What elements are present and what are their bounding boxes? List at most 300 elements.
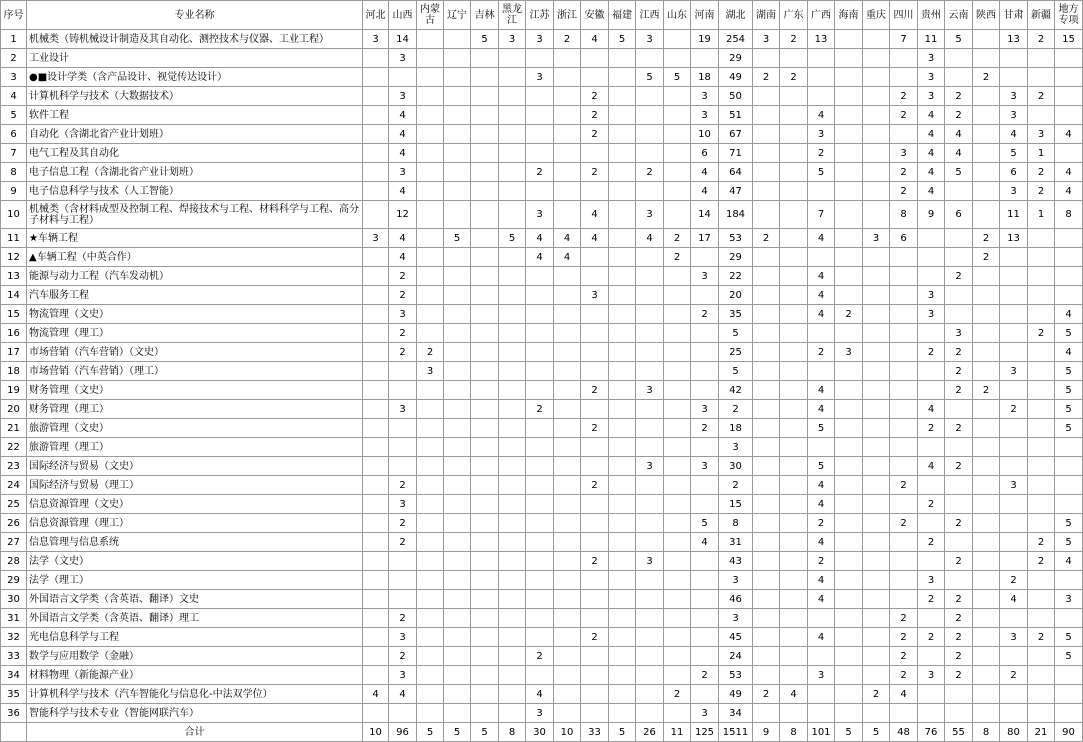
quota-cell: 24	[719, 647, 753, 666]
quota-cell: 3	[499, 30, 526, 49]
quota-cell: 3	[526, 201, 554, 229]
quota-cell	[780, 49, 808, 68]
quota-cell: 2	[945, 343, 973, 362]
quota-cell	[863, 457, 890, 476]
quota-cell: 4	[1055, 552, 1083, 571]
quota-cell	[444, 533, 471, 552]
quota-cell: 3	[389, 495, 417, 514]
quota-cell: 6	[890, 229, 918, 248]
quota-cell	[499, 628, 526, 647]
quota-cell	[835, 609, 863, 628]
quota-cell	[499, 457, 526, 476]
quota-cell: 30	[719, 457, 753, 476]
quota-cell	[417, 457, 444, 476]
quota-cell: 51	[719, 106, 753, 125]
quota-cell	[417, 68, 444, 87]
quota-cell	[835, 87, 863, 106]
quota-cell	[499, 201, 526, 229]
quota-cell	[444, 68, 471, 87]
quota-cell	[835, 438, 863, 457]
quota-cell	[1055, 106, 1083, 125]
quota-cell: 47	[719, 182, 753, 201]
quota-cell	[554, 362, 581, 381]
row-index: 10	[1, 201, 27, 229]
quota-cell: 2	[581, 419, 609, 438]
major-name: 外国语言文学类（含英语、翻译）理工	[27, 609, 363, 628]
quota-cell	[554, 609, 581, 628]
header-province: 湖北	[719, 1, 753, 30]
quota-cell	[609, 343, 636, 362]
quota-cell	[863, 163, 890, 182]
quota-cell	[609, 514, 636, 533]
quota-cell	[363, 267, 389, 286]
quota-cell: 3	[863, 229, 890, 248]
quota-cell	[636, 704, 664, 723]
quota-cell: 14	[691, 201, 719, 229]
row-index: 14	[1, 286, 27, 305]
quota-cell	[471, 609, 499, 628]
major-name: 国际经济与贸易（理工）	[27, 476, 363, 495]
quota-cell	[890, 324, 918, 343]
header-province: 江西	[636, 1, 664, 30]
quota-cell	[973, 49, 1000, 68]
quota-cell	[863, 49, 890, 68]
quota-cell	[863, 647, 890, 666]
quota-cell	[471, 229, 499, 248]
quota-cell	[753, 324, 780, 343]
quota-cell	[581, 647, 609, 666]
quota-cell: 4	[918, 182, 945, 201]
quota-cell	[863, 106, 890, 125]
table-row	[1, 647, 1083, 666]
quota-cell	[636, 571, 664, 590]
header-province: 山东	[664, 1, 691, 30]
quota-cell	[863, 514, 890, 533]
quota-cell	[664, 400, 691, 419]
quota-cell	[471, 514, 499, 533]
quota-cell	[636, 495, 664, 514]
quota-cell: 3	[1000, 628, 1028, 647]
major-name: 财务管理（理工）	[27, 400, 363, 419]
quota-cell: 3	[389, 87, 417, 106]
quota-cell	[1028, 381, 1055, 400]
major-name: 国际经济与贸易（文史）	[27, 457, 363, 476]
quota-cell: 4	[1000, 590, 1028, 609]
quota-cell	[363, 68, 389, 87]
quota-cell	[691, 647, 719, 666]
quota-cell	[363, 571, 389, 590]
quota-cell	[1055, 267, 1083, 286]
table-row	[1, 201, 1083, 229]
quota-cell	[780, 343, 808, 362]
row-index: 6	[1, 125, 27, 144]
quota-cell: 20	[719, 286, 753, 305]
row-index: 16	[1, 324, 27, 343]
quota-cell: 2	[417, 343, 444, 362]
quota-cell: 3	[636, 457, 664, 476]
row-index: 19	[1, 381, 27, 400]
quota-cell: 2	[890, 514, 918, 533]
quota-cell: 3	[526, 68, 554, 87]
quota-cell: 2	[1028, 182, 1055, 201]
row-index: 18	[1, 362, 27, 381]
table-row	[1, 666, 1083, 685]
row-index: 27	[1, 533, 27, 552]
quota-cell	[780, 324, 808, 343]
quota-cell	[526, 609, 554, 628]
quota-cell: 34	[719, 704, 753, 723]
quota-cell	[753, 419, 780, 438]
quota-cell	[1000, 685, 1028, 704]
quota-cell	[664, 201, 691, 229]
quota-cell	[417, 201, 444, 229]
quota-cell	[636, 106, 664, 125]
quota-cell	[471, 68, 499, 87]
quota-cell	[780, 182, 808, 201]
quota-cell	[753, 476, 780, 495]
row-index: 3	[1, 68, 27, 87]
quota-cell	[918, 362, 945, 381]
quota-cell	[1000, 419, 1028, 438]
quota-cell: 3	[389, 305, 417, 324]
quota-cell	[389, 362, 417, 381]
quota-cell	[499, 533, 526, 552]
header-province: 地方专项	[1055, 1, 1083, 30]
quota-cell: 2	[945, 267, 973, 286]
quota-cell: 8	[719, 514, 753, 533]
quota-cell	[1000, 495, 1028, 514]
quota-cell: 2	[945, 87, 973, 106]
quota-cell: 4	[808, 628, 835, 647]
major-name: 机械类（铸机械设计制造及其自动化、测控技术与仪器、工业工程）	[27, 30, 363, 49]
quota-cell	[526, 362, 554, 381]
quota-cell	[973, 476, 1000, 495]
quota-cell: 4	[691, 533, 719, 552]
quota-cell: 2	[664, 229, 691, 248]
quota-cell	[863, 495, 890, 514]
quota-cell	[499, 267, 526, 286]
quota-cell	[835, 647, 863, 666]
total-cell: 10	[554, 723, 581, 742]
row-index: 7	[1, 144, 27, 163]
quota-cell: 2	[719, 400, 753, 419]
quota-cell	[554, 163, 581, 182]
quota-cell	[664, 87, 691, 106]
quota-cell	[780, 704, 808, 723]
major-name: 市场营销（汽车营销）（理工）	[27, 362, 363, 381]
quota-cell	[863, 305, 890, 324]
quota-cell	[499, 163, 526, 182]
quota-cell	[554, 571, 581, 590]
quota-cell	[780, 666, 808, 685]
quota-cell: 2	[945, 552, 973, 571]
quota-cell	[835, 704, 863, 723]
quota-cell	[780, 248, 808, 267]
quota-cell	[664, 552, 691, 571]
row-index: 9	[1, 182, 27, 201]
table-row	[1, 419, 1083, 438]
quota-cell	[554, 305, 581, 324]
quota-cell	[581, 609, 609, 628]
quota-cell: 4	[808, 400, 835, 419]
table-row	[1, 248, 1083, 267]
quota-cell	[609, 438, 636, 457]
quota-cell: 4	[1055, 305, 1083, 324]
quota-cell: 2	[389, 533, 417, 552]
quota-cell	[499, 182, 526, 201]
quota-cell	[753, 125, 780, 144]
quota-cell: 4	[808, 267, 835, 286]
table-row	[1, 68, 1083, 87]
quota-cell	[471, 666, 499, 685]
quota-cell	[363, 182, 389, 201]
quota-cell	[664, 305, 691, 324]
quota-cell	[389, 704, 417, 723]
quota-cell: 2	[890, 87, 918, 106]
quota-cell	[363, 552, 389, 571]
row-index: 23	[1, 457, 27, 476]
quota-cell	[554, 533, 581, 552]
major-name: ●■设计学类（含产品设计、视觉传达设计）	[27, 68, 363, 87]
quota-cell	[780, 514, 808, 533]
quota-cell	[636, 628, 664, 647]
quota-cell: 31	[719, 533, 753, 552]
quota-cell	[808, 49, 835, 68]
quota-cell	[609, 609, 636, 628]
quota-cell: 3	[808, 666, 835, 685]
quota-cell	[581, 324, 609, 343]
quota-cell	[835, 125, 863, 144]
quota-cell	[609, 552, 636, 571]
quota-cell	[609, 647, 636, 666]
quota-cell	[918, 324, 945, 343]
quota-cell	[1000, 381, 1028, 400]
quota-cell	[444, 163, 471, 182]
quota-cell: 2	[664, 685, 691, 704]
quota-cell: 3	[691, 87, 719, 106]
quota-cell	[973, 286, 1000, 305]
quota-cell: 5	[808, 163, 835, 182]
quota-cell: 2	[389, 286, 417, 305]
quota-cell	[526, 419, 554, 438]
quota-cell	[554, 457, 581, 476]
quota-cell: 13	[1000, 229, 1028, 248]
quota-cell: 2	[973, 248, 1000, 267]
quota-cell	[609, 305, 636, 324]
quota-cell: 2	[526, 163, 554, 182]
quota-cell	[835, 68, 863, 87]
quota-cell: 3	[808, 125, 835, 144]
quota-cell	[780, 201, 808, 229]
quota-cell	[691, 552, 719, 571]
table-body	[1, 30, 1083, 723]
quota-cell: 2	[945, 362, 973, 381]
quota-cell	[609, 666, 636, 685]
quota-cell	[973, 87, 1000, 106]
quota-cell: 2	[691, 666, 719, 685]
quota-cell	[499, 438, 526, 457]
quota-cell: 3	[636, 201, 664, 229]
major-name: 计算机科学与技术（大数据技术）	[27, 87, 363, 106]
quota-cell	[1000, 49, 1028, 68]
row-index: 12	[1, 248, 27, 267]
quota-cell: 4	[808, 495, 835, 514]
quota-cell	[499, 590, 526, 609]
quota-cell	[973, 125, 1000, 144]
quota-cell	[1055, 495, 1083, 514]
quota-cell: 71	[719, 144, 753, 163]
quota-cell	[363, 647, 389, 666]
quota-cell	[753, 438, 780, 457]
header-province: 辽宁	[444, 1, 471, 30]
quota-cell	[835, 324, 863, 343]
quota-cell: 3	[389, 400, 417, 419]
quota-cell: 2	[945, 514, 973, 533]
quota-cell	[890, 533, 918, 552]
quota-cell	[1028, 685, 1055, 704]
quota-cell	[1055, 571, 1083, 590]
quota-cell: 4	[389, 144, 417, 163]
quota-cell: 2	[945, 381, 973, 400]
quota-cell	[753, 628, 780, 647]
quota-cell	[554, 628, 581, 647]
quota-cell	[444, 267, 471, 286]
quota-cell	[417, 182, 444, 201]
row-index: 35	[1, 685, 27, 704]
quota-cell	[389, 590, 417, 609]
quota-cell: 2	[389, 476, 417, 495]
major-name: 旅游管理（理工）	[27, 438, 363, 457]
quota-cell	[973, 438, 1000, 457]
quota-cell	[363, 419, 389, 438]
quota-cell	[664, 628, 691, 647]
quota-cell: 9	[918, 201, 945, 229]
quota-cell	[890, 343, 918, 362]
quota-cell	[417, 163, 444, 182]
major-name: 电气工程及其自动化	[27, 144, 363, 163]
quota-cell	[554, 514, 581, 533]
quota-cell	[417, 476, 444, 495]
quota-cell: 2	[890, 609, 918, 628]
quota-cell	[499, 704, 526, 723]
quota-cell: 4	[1055, 125, 1083, 144]
quota-cell	[780, 163, 808, 182]
quota-cell	[636, 87, 664, 106]
quota-cell	[780, 609, 808, 628]
total-cell: 55	[945, 723, 973, 742]
quota-cell	[444, 30, 471, 49]
quota-cell	[389, 381, 417, 400]
quota-cell: 3	[918, 87, 945, 106]
quota-cell: 4	[918, 163, 945, 182]
quota-cell	[1055, 704, 1083, 723]
quota-cell	[664, 324, 691, 343]
quota-cell	[691, 438, 719, 457]
quota-cell	[417, 229, 444, 248]
quota-cell	[835, 666, 863, 685]
total-cell: 30	[526, 723, 554, 742]
quota-cell	[609, 571, 636, 590]
quota-cell	[499, 419, 526, 438]
quota-cell	[554, 419, 581, 438]
total-cell: 5	[863, 723, 890, 742]
quota-cell	[1028, 267, 1055, 286]
quota-cell	[1055, 666, 1083, 685]
quota-cell: 2	[719, 476, 753, 495]
quota-cell	[780, 457, 808, 476]
quota-cell	[554, 647, 581, 666]
quota-cell	[835, 381, 863, 400]
quota-cell: 29	[719, 248, 753, 267]
quota-cell: 13	[808, 30, 835, 49]
quota-cell	[863, 87, 890, 106]
quota-cell	[863, 628, 890, 647]
quota-cell	[526, 286, 554, 305]
quota-cell	[581, 704, 609, 723]
quota-cell: 8	[1055, 201, 1083, 229]
quota-cell	[417, 419, 444, 438]
quota-cell	[554, 125, 581, 144]
row-index: 26	[1, 514, 27, 533]
quota-cell	[945, 476, 973, 495]
quota-cell	[471, 495, 499, 514]
quota-cell	[835, 685, 863, 704]
quota-cell	[835, 201, 863, 229]
quota-cell	[444, 609, 471, 628]
quota-cell	[1028, 106, 1055, 125]
quota-cell	[780, 400, 808, 419]
quota-cell: 1	[1028, 201, 1055, 229]
quota-cell: 2	[945, 647, 973, 666]
quota-cell	[526, 666, 554, 685]
quota-cell: 3	[918, 305, 945, 324]
quota-cell: 4	[780, 685, 808, 704]
quota-cell	[863, 438, 890, 457]
quota-cell	[581, 267, 609, 286]
quota-cell	[417, 381, 444, 400]
quota-cell	[753, 305, 780, 324]
major-name: 光电信息科学与工程	[27, 628, 363, 647]
quota-cell	[444, 552, 471, 571]
quota-cell	[499, 87, 526, 106]
quota-cell	[609, 106, 636, 125]
quota-cell	[444, 362, 471, 381]
quota-cell: 5	[719, 324, 753, 343]
quota-cell: 4	[526, 685, 554, 704]
quota-cell: 29	[719, 49, 753, 68]
quota-cell	[664, 381, 691, 400]
quota-cell: 4	[389, 106, 417, 125]
quota-cell	[554, 267, 581, 286]
quota-cell	[691, 609, 719, 628]
quota-cell	[389, 571, 417, 590]
quota-cell	[835, 552, 863, 571]
quota-cell: 2	[918, 419, 945, 438]
quota-cell	[664, 533, 691, 552]
quota-cell: 2	[945, 666, 973, 685]
total-cell: 125	[691, 723, 719, 742]
quota-cell	[554, 381, 581, 400]
quota-cell	[444, 704, 471, 723]
header-province: 云南	[945, 1, 973, 30]
quota-cell	[609, 49, 636, 68]
quota-cell: 64	[719, 163, 753, 182]
quota-cell	[753, 400, 780, 419]
quota-cell	[499, 305, 526, 324]
quota-cell	[1028, 438, 1055, 457]
quota-cell: 5	[664, 68, 691, 87]
quota-cell	[945, 286, 973, 305]
